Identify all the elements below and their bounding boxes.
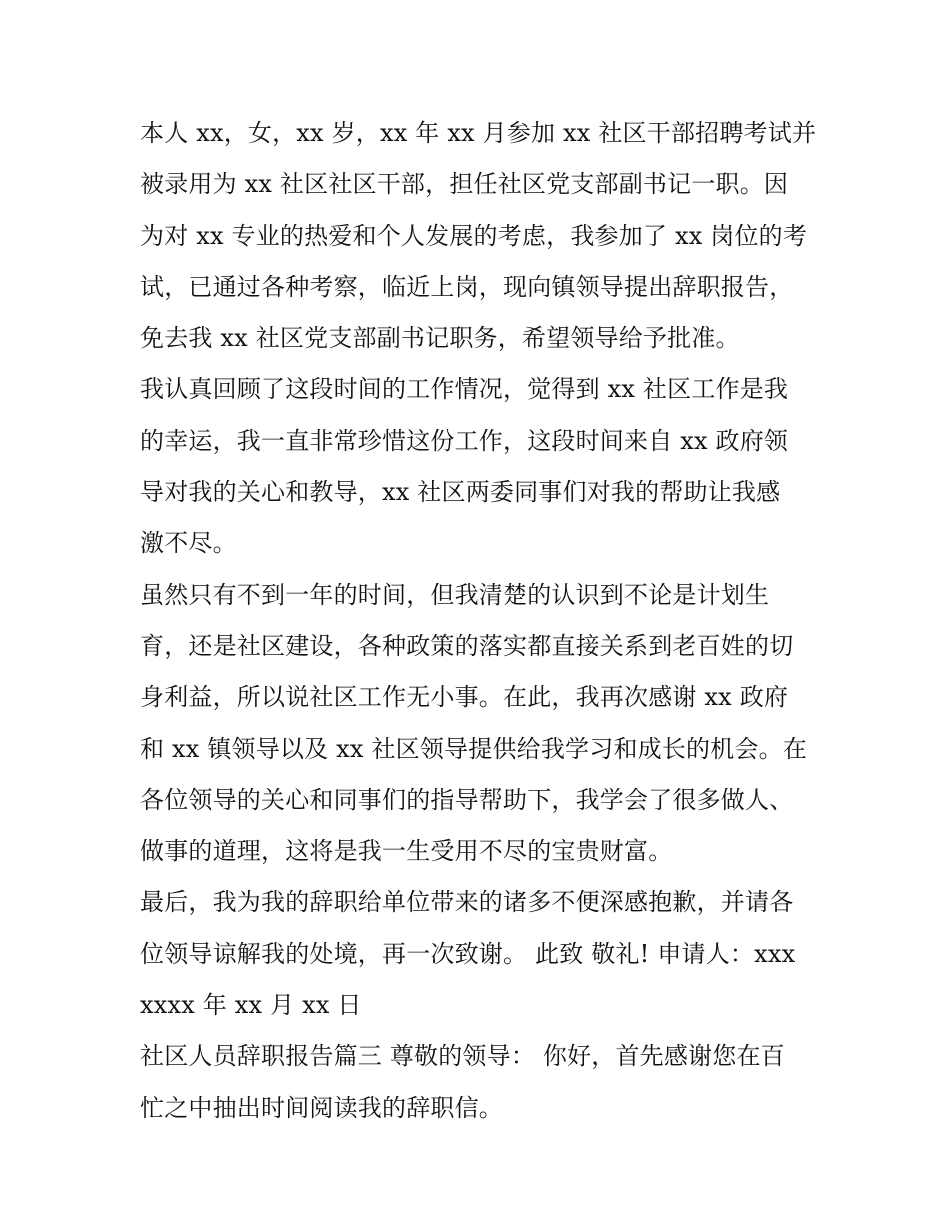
text-line: 本人 xx，女，xx 岁，xx 年 xx 月参加 xx 社区干部招聘考试并 <box>140 119 817 147</box>
paragraph-1 <box>140 108 820 364</box>
text-line: 虽然只有不到一年的时间，但我清楚的认识到不论是计划生 <box>140 580 770 609</box>
text-line: 身利益，所以说社区工作无小事。在此，我再次感谢 xx 政府 <box>140 683 789 712</box>
text-line: 做事的道理，这将是我一生受用不尽的宝贵财富。 <box>140 837 673 866</box>
text-line: 激不尽。 <box>140 529 237 558</box>
text-line: 我认真回顾了这段时间的工作情况，觉得到 xx 社区工作是我 <box>140 375 789 404</box>
text-line: 被录用为 xx 社区社区干部，担任社区党支部副书记一职。因 <box>140 170 789 199</box>
document-body <box>140 108 820 1134</box>
text-line: 育，还是社区建设，各种政策的落实都直接关系到老百姓的切 <box>140 631 794 660</box>
paragraph-3 <box>140 570 820 878</box>
text-line: 免去我 xx 社区党支部副书记职务，希望领导给予批准。 <box>140 324 740 353</box>
paragraph-2 <box>140 364 820 569</box>
text-line: 试，已通过各种考察，临近上岗，现向镇领导提出辞职报告， <box>140 272 794 301</box>
text-line: 的幸运，我一直非常珍惜这份工作，这段时间来自 xx 政府领 <box>140 426 789 455</box>
paragraph-4 <box>140 877 820 1031</box>
text-line: 忙之中抽出时间阅读我的辞职信。 <box>140 1093 503 1122</box>
text-line: 社区人员辞职报告篇三 尊敬的领导： 你好，首先感谢您在百 <box>140 1042 785 1071</box>
text-line: 最后，我为我的辞职给单位带来的诸多不便深感抱歉，并请各 <box>140 888 794 917</box>
text-line: 和 xx 镇领导以及 xx 社区领导提供给我学习和成长的机会。在 <box>140 734 808 763</box>
text-line: 导对我的关心和教导，xx 社区两委同事们对我的帮助让我感 <box>140 478 781 507</box>
paragraph-5 <box>140 1031 820 1134</box>
text-line: 各位领导的关心和同事们的指导帮助下，我学会了很多做人、 <box>140 785 794 814</box>
text-line: 为对 xx 专业的热爱和个人发展的考虑，我参加了 xx 岗位的考 <box>140 221 808 250</box>
date-line: xxxx 年 xx 月 xx 日 <box>140 991 362 1020</box>
text-line: 位领导谅解我的处境，再一次致谢。 此致 敬礼! 申请人：xxx <box>140 939 796 968</box>
